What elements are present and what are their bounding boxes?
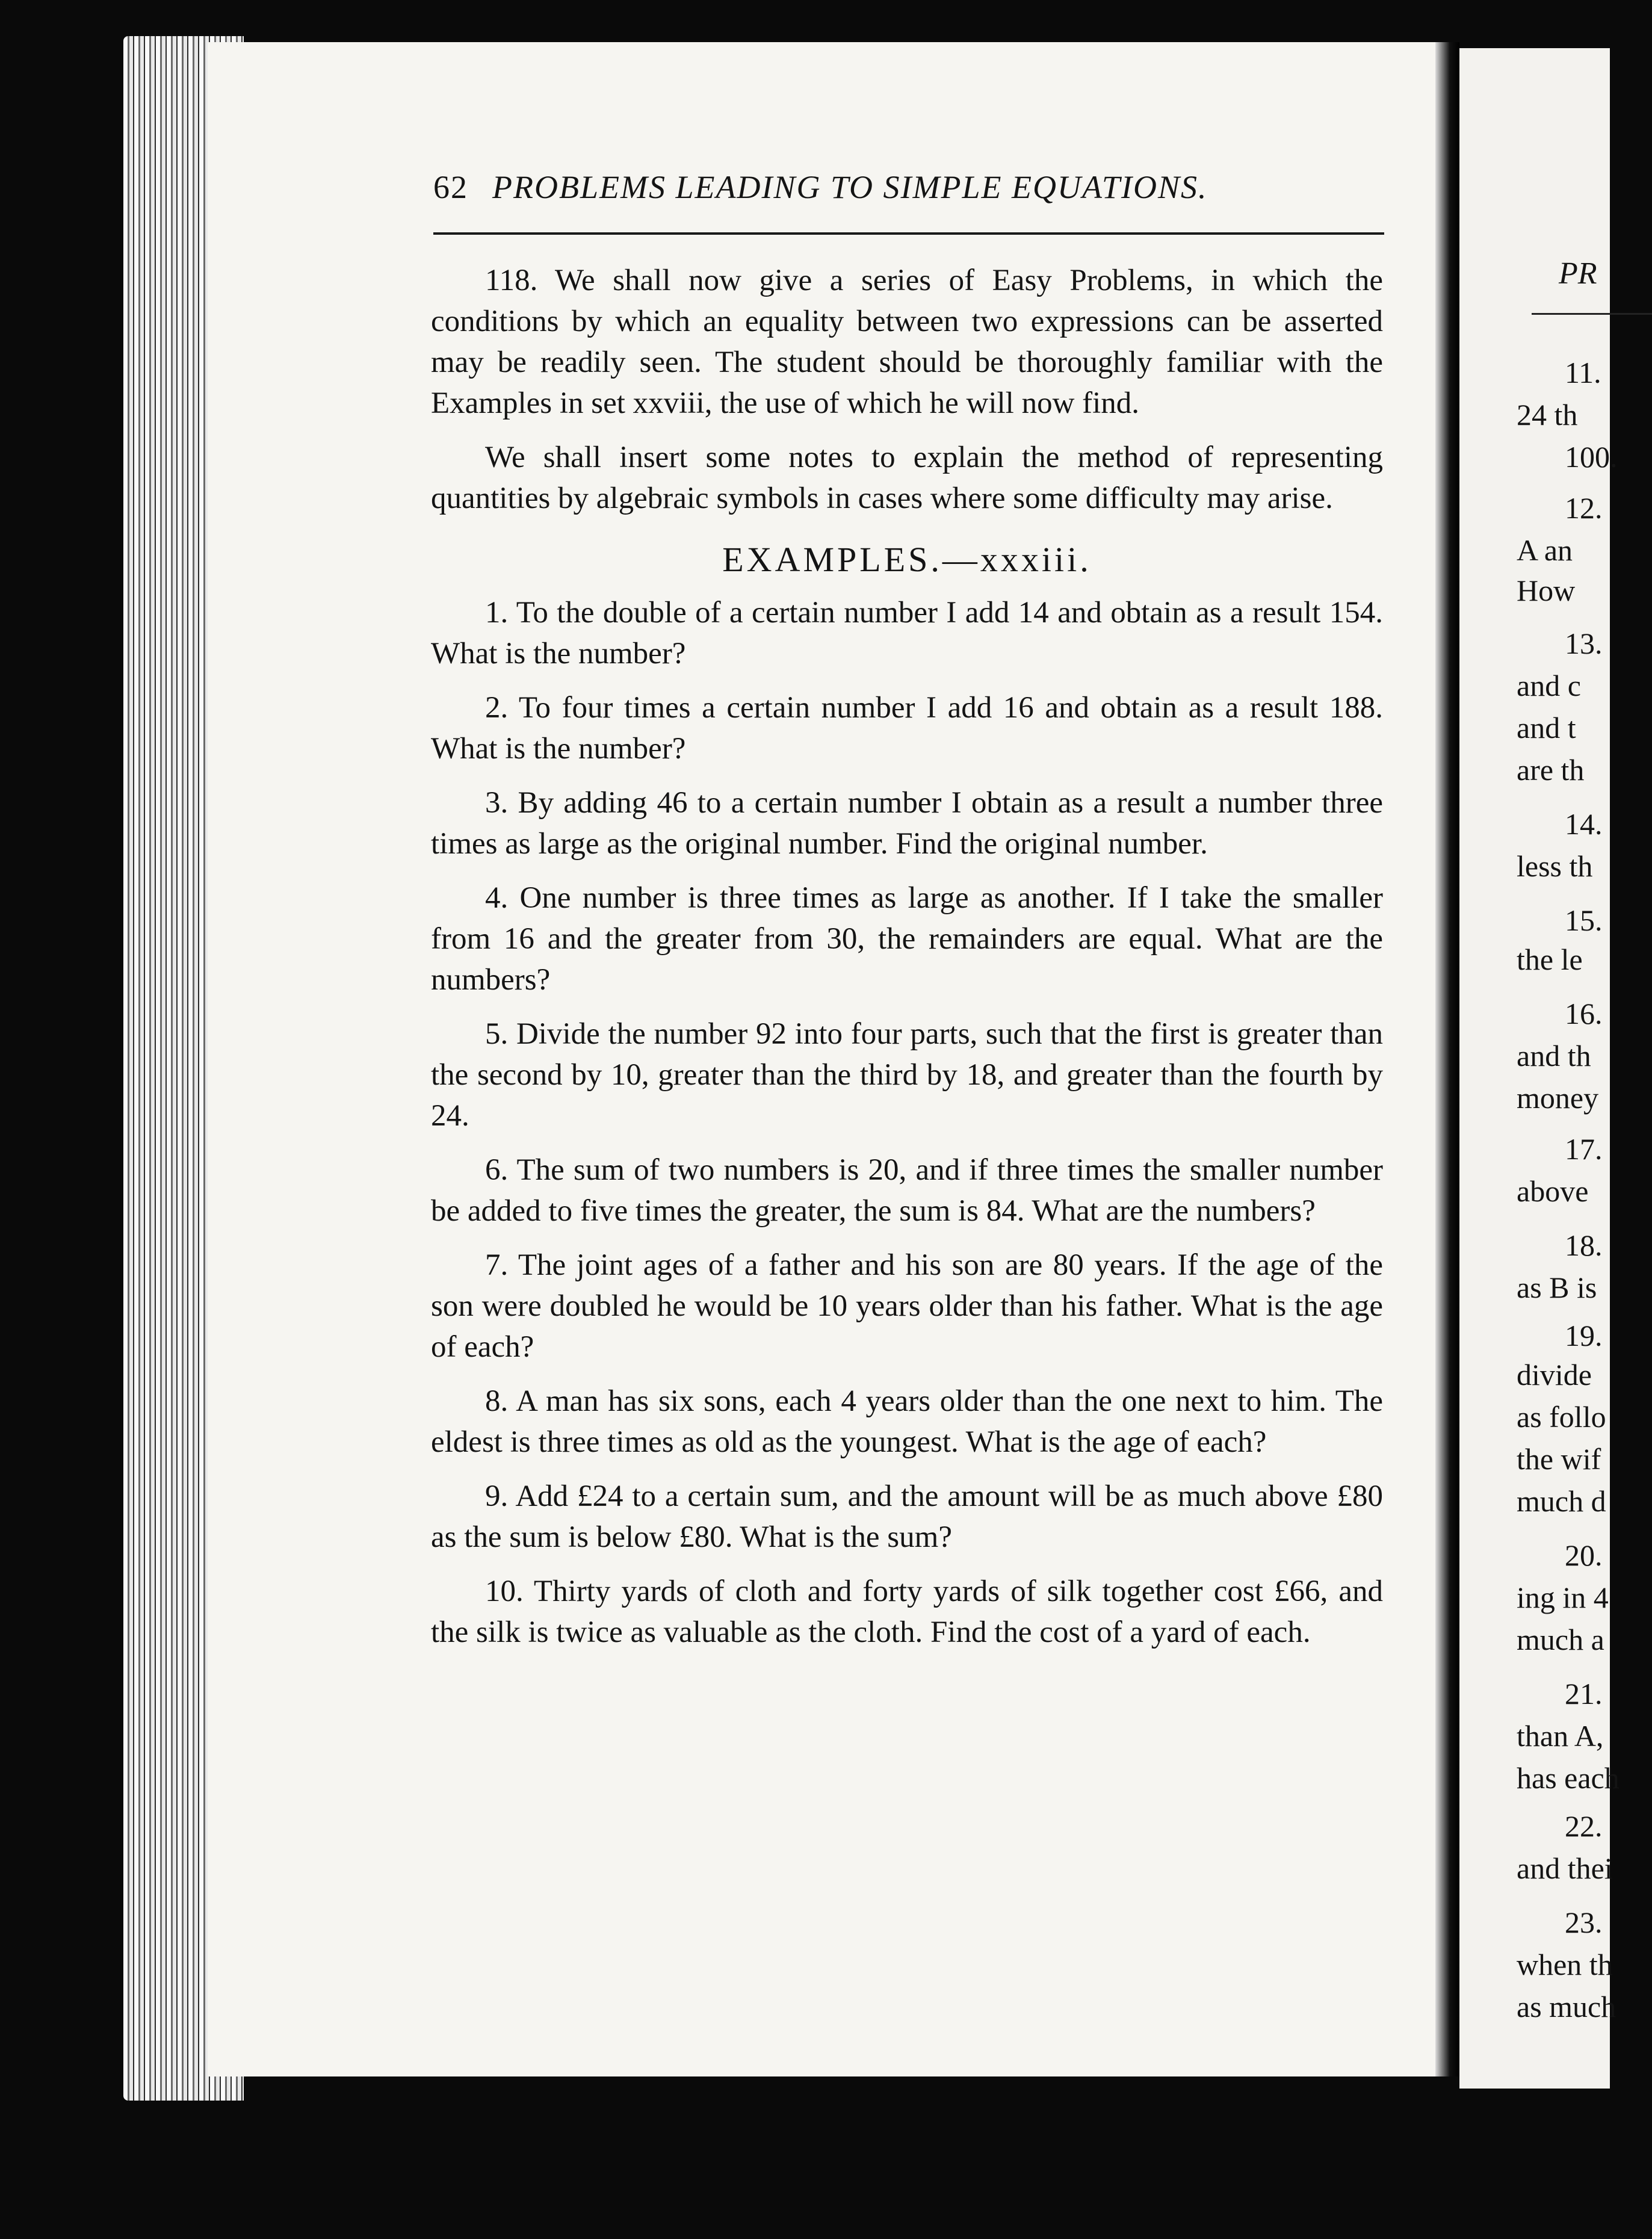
example-text: Add £24 to a certain sum, and the amount will be as much above £80 as the sum is below £80. What is the sum? xyxy=(431,1479,1384,1554)
facing-page-line: 16. xyxy=(1565,997,1603,1030)
example-item xyxy=(431,1014,1383,1136)
example-text: The joint ages of a father and his son are 80 years. If the age of the son were doubled he would be 10 years older than his father. What is the age of each? xyxy=(431,1248,1383,1364)
example-text: Thirty yards of cloth and forty yards of silk together cost £66, and the silk is twice as valuable as the cloth. Find the cost of a yard of each. xyxy=(431,1575,1383,1649)
facing-page-line: when th xyxy=(1517,1948,1613,1981)
facing-page-line: 20. xyxy=(1565,1538,1603,1572)
facing-page-line: and thei xyxy=(1517,1851,1613,1885)
facing-page-line: above xyxy=(1517,1174,1589,1208)
example-item xyxy=(431,592,1383,674)
facing-page-line: as follo xyxy=(1517,1400,1606,1434)
facing-page-line: 15. xyxy=(1565,903,1603,937)
page-body xyxy=(431,260,1383,1666)
facing-page-line: money xyxy=(1517,1081,1599,1115)
running-title: PROBLEMS LEADING TO SIMPLE EQUATIONS. xyxy=(492,169,1208,205)
facing-page-line: the wif xyxy=(1517,1442,1601,1476)
facing-page-line: and t xyxy=(1517,711,1576,745)
facing-page-line: 13. xyxy=(1565,627,1603,660)
example-number: 7. xyxy=(485,1248,518,1282)
examples-list xyxy=(431,592,1383,1653)
facing-page-rule xyxy=(1532,313,1652,315)
example-text: A man has six sons, each 4 years older than the one next to him. The eldest is three times as old as the youngest. What is the age of each? xyxy=(431,1384,1384,1459)
intro-paragraph: 118. We shall now give a series of Easy Problems, in which the conditions by which an equality between two expressions can be asserted may be readily seen. The student should be thoroughly familiar with the Examples in set xxviii, the use of which he will now find. xyxy=(431,264,1383,420)
page-number: 62 xyxy=(433,169,468,205)
example-number: 10. xyxy=(485,1575,534,1608)
example-number: 3. xyxy=(485,786,518,820)
facing-page-line: 23. xyxy=(1565,1906,1603,1939)
example-text: To four times a certain number I add 16 and obtain as a result 188. What is the number? xyxy=(431,691,1383,766)
example-text: By adding 46 to a certain number I obtain as a result a number three times as large as the original number. Find the original number. xyxy=(431,786,1383,861)
examples-heading: EXAMPLES.—xxxiii. xyxy=(722,540,1092,579)
example-number: 2. xyxy=(485,691,519,725)
facing-page-line: 100. xyxy=(1565,440,1618,474)
facing-page-line: much a xyxy=(1517,1623,1604,1656)
facing-page-line: 22. xyxy=(1565,1809,1603,1843)
facing-page-line: 17. xyxy=(1565,1132,1603,1166)
example-text: One number is three times as large as another. If I take the smaller from 16 and the greater from 30, the remainders are equal. What are the numbers? xyxy=(431,881,1383,997)
facing-page-line: and th xyxy=(1517,1039,1591,1073)
facing-page-fragment xyxy=(1459,48,1620,2089)
book-gutter xyxy=(1435,42,1459,2076)
facing-page-line: 12. xyxy=(1565,491,1603,525)
facing-page-line: 11. xyxy=(1565,356,1601,389)
facing-page-line: 24 th xyxy=(1517,398,1578,432)
example-item xyxy=(431,1571,1383,1653)
example-text: To the double of a certain number I add 14 and obtain as a result 154. What is the number? xyxy=(431,596,1383,670)
facing-page-line: A an xyxy=(1517,533,1573,567)
facing-page-line: ing in 4 xyxy=(1517,1581,1609,1614)
example-number: 4. xyxy=(485,881,520,915)
facing-page-line: less th xyxy=(1517,849,1593,883)
example-number: 1. xyxy=(485,596,516,630)
example-item xyxy=(431,1245,1383,1367)
example-text: Divide the number 92 into four parts, such that the first is greater than the second by 10, greater than the third by 18, and greater than the fourth by 24. xyxy=(431,1017,1384,1133)
example-item xyxy=(431,687,1383,769)
facing-page-line: 14. xyxy=(1565,807,1603,841)
example-number: 8. xyxy=(485,1384,516,1418)
facing-page-line: and c xyxy=(1517,669,1581,702)
example-number: 9. xyxy=(485,1479,516,1513)
facing-page-line: 18. xyxy=(1565,1228,1603,1262)
facing-page-line: as much xyxy=(1517,1990,1616,2024)
page-header xyxy=(433,169,1384,206)
example-item xyxy=(431,1476,1383,1558)
facing-page-line: as B is xyxy=(1517,1271,1597,1304)
facing-page-line: has each xyxy=(1517,1761,1620,1795)
facing-page-line: 19. xyxy=(1565,1319,1603,1352)
example-number: 6. xyxy=(485,1153,517,1187)
example-item xyxy=(431,878,1383,1000)
facing-page-line: divide xyxy=(1517,1358,1592,1392)
facing-page-header: PR xyxy=(1559,256,1597,291)
facing-page-line: are th xyxy=(1517,753,1585,787)
facing-page-line: than A, xyxy=(1517,1719,1604,1753)
facing-page-line: the le xyxy=(1517,943,1583,976)
intro-paragraph: We shall insert some notes to explain the method of representing quantities by algebraic symbols in cases where some difficulty may arise. xyxy=(431,441,1383,515)
example-number: 5. xyxy=(485,1017,516,1051)
example-item xyxy=(431,782,1383,864)
facing-page-line: much d xyxy=(1517,1484,1606,1518)
facing-page-line: How xyxy=(1517,574,1576,607)
example-item xyxy=(431,1381,1383,1463)
facing-page-line: 21. xyxy=(1565,1677,1603,1711)
example-item xyxy=(431,1150,1383,1231)
example-text: The sum of two numbers is 20, and if three times the smaller number be added to five times the greater, the sum is 84. What are the numbers? xyxy=(431,1153,1383,1228)
header-rule xyxy=(433,232,1384,235)
